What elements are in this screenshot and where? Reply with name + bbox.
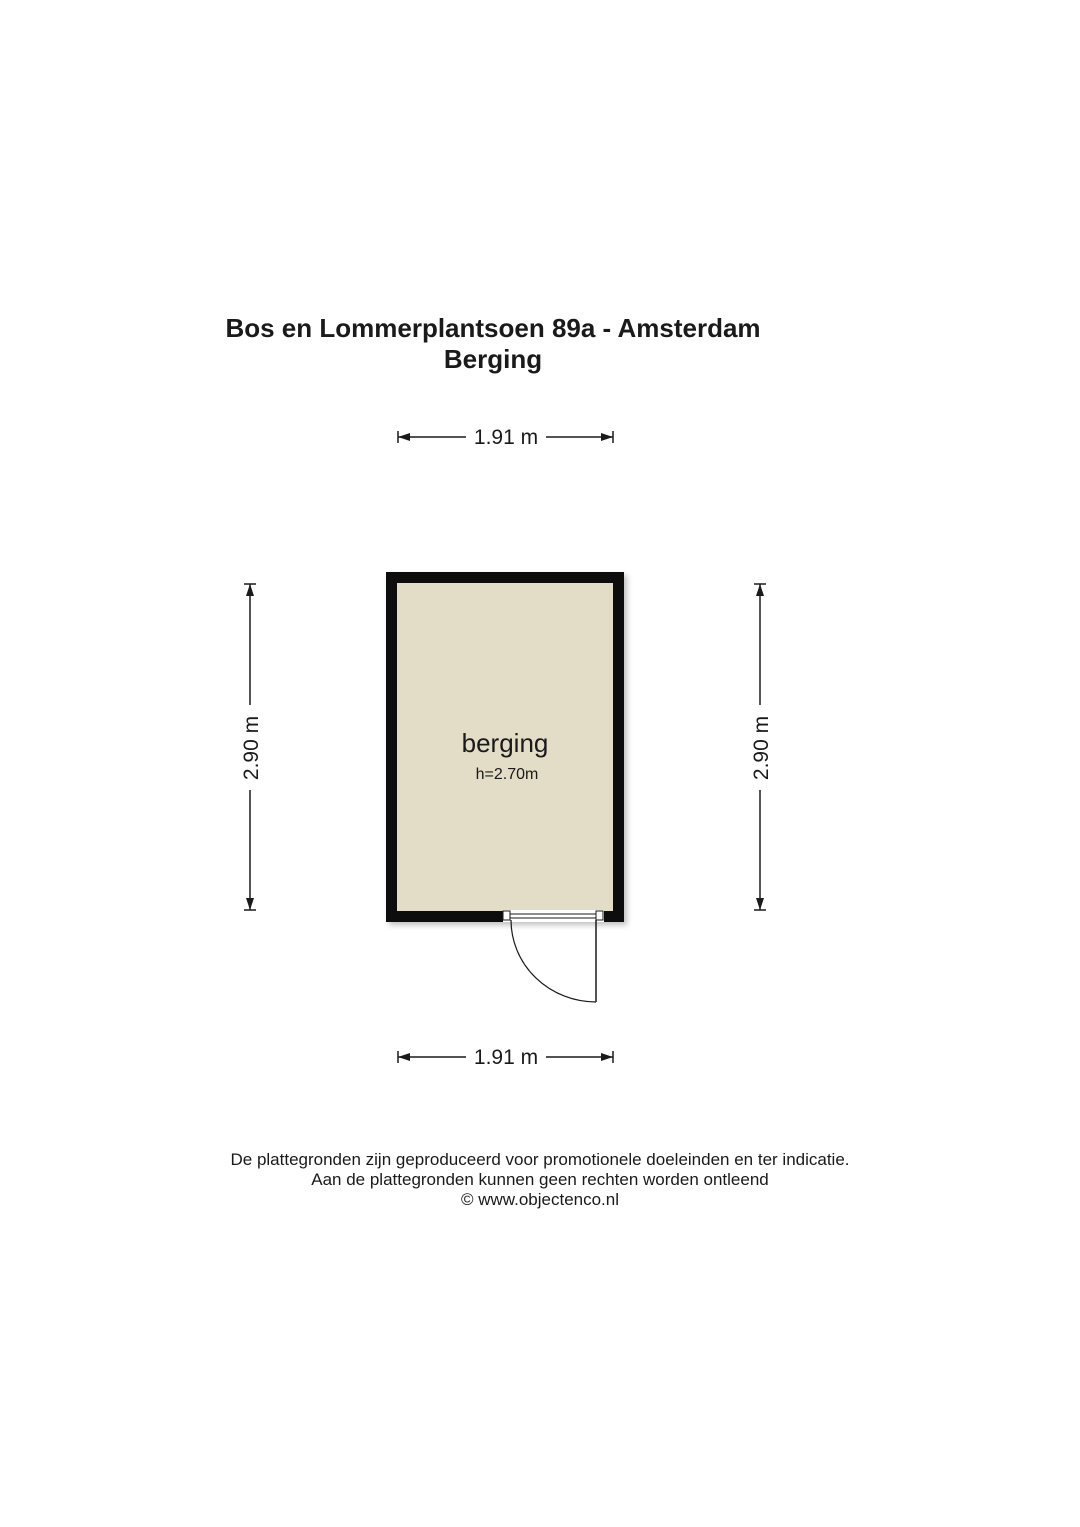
arrow-left-icon [398, 433, 410, 441]
dimension-left-depth [240, 584, 263, 910]
page-title: Bos en Lommerplantsoen 89a - Amsterdam [225, 313, 761, 343]
copyright-line: © www.objectenco.nl [460, 1190, 620, 1209]
disclaimer-line: De plattegronden zijn geproduceerd voor promotionele doeleinden en ter indicatie. [230, 1150, 850, 1169]
dimension-label: 1.91 m [473, 426, 539, 449]
disclaimer-line: Aan de plattegronden kunnen geen rechten worden ontleend [311, 1170, 769, 1189]
door-swing-arc [511, 920, 596, 1002]
arrow-right-icon [601, 433, 613, 441]
arrow-down-icon [246, 898, 254, 910]
dimension-label: 2.90 m [750, 715, 773, 781]
room-berging [386, 572, 624, 1002]
arrow-up-icon [756, 584, 764, 596]
page-subtitle: Berging [443, 344, 543, 374]
arrow-up-icon [246, 584, 254, 596]
dimension-label: 1.91 m [473, 1046, 539, 1069]
door-frame-left [503, 911, 510, 920]
arrow-right-icon [601, 1053, 613, 1061]
arrow-down-icon [756, 898, 764, 910]
dimension-right-depth [750, 584, 773, 910]
room-name: berging [461, 728, 549, 758]
arrow-left-icon [398, 1053, 410, 1061]
dimension-top-width [398, 426, 613, 449]
dimension-label: 2.90 m [240, 715, 263, 781]
door-opening [503, 910, 604, 922]
door-frame-right [596, 911, 603, 920]
room-height: h=2.70m [475, 766, 539, 783]
dimension-bottom-width [398, 1046, 613, 1069]
